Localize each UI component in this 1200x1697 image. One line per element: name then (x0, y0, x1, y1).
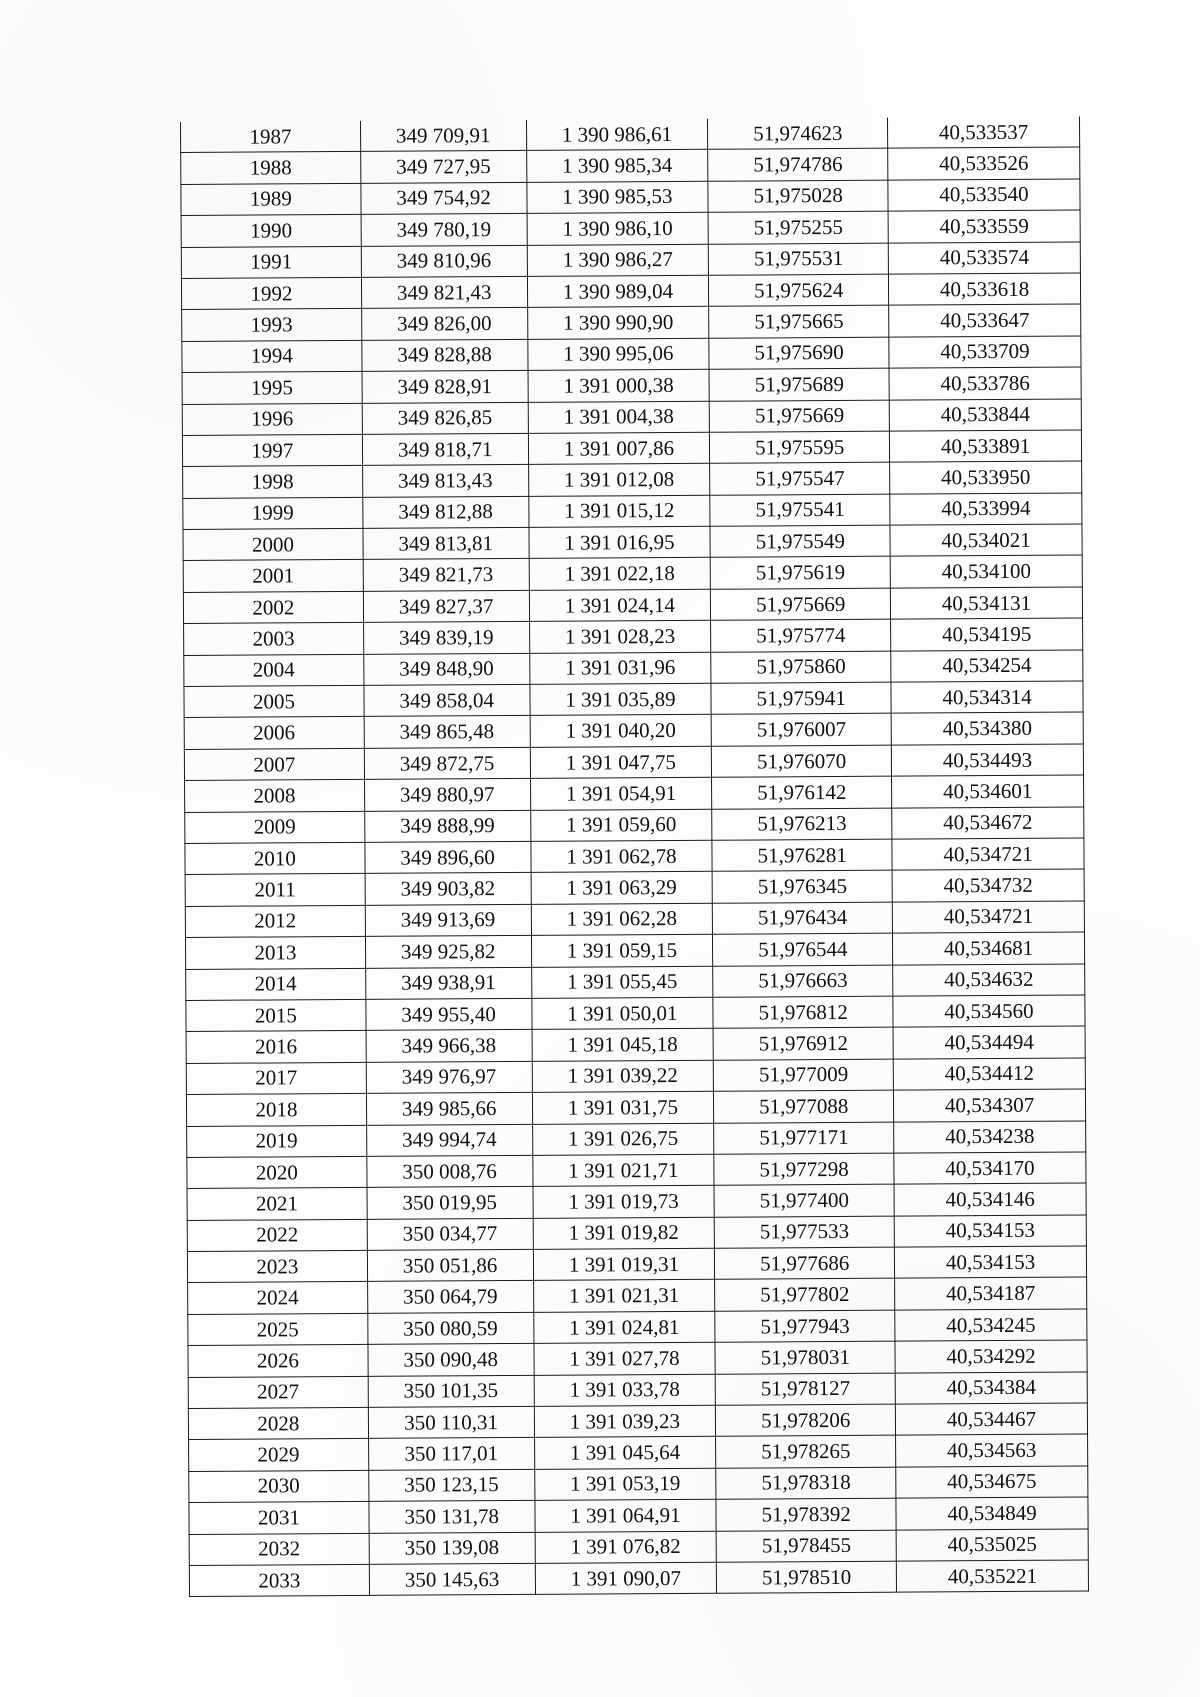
latitude-cell: 51,975619 (710, 557, 890, 589)
year-cell: 1997 (182, 434, 362, 466)
x-coordinate-cell: 349 913,69 (365, 904, 531, 936)
y-coordinate-cell: 1 391 028,23 (529, 621, 711, 654)
y-coordinate-cell: 1 391 007,86 (528, 432, 710, 465)
year-cell: 2019 (187, 1125, 367, 1157)
year-cell: 2023 (187, 1250, 367, 1282)
year-cell: 2003 (184, 623, 364, 655)
x-coordinate-cell: 349 813,43 (362, 465, 528, 497)
year-cell: 2027 (188, 1376, 368, 1408)
y-coordinate-cell: 1 391 063,29 (531, 872, 713, 905)
x-coordinate-cell: 349 727,95 (360, 151, 526, 183)
y-coordinate-cell: 1 391 055,45 (531, 966, 713, 999)
longitude-cell: 40,534563 (896, 1434, 1088, 1467)
year-cell: 2032 (189, 1533, 369, 1565)
x-coordinate-cell: 349 938,91 (365, 967, 531, 999)
longitude-cell: 40,534153 (894, 1215, 1086, 1248)
x-coordinate-cell: 350 090,48 (368, 1344, 534, 1376)
longitude-cell: 40,533618 (889, 273, 1081, 306)
y-coordinate-cell: 1 391 031,96 (529, 652, 711, 685)
y-coordinate-cell: 1 391 016,95 (529, 526, 711, 559)
x-coordinate-cell: 350 145,63 (369, 1563, 535, 1595)
y-coordinate-cell: 1 391 021,71 (532, 1154, 714, 1187)
longitude-cell: 40,534245 (895, 1309, 1087, 1342)
latitude-cell: 51,975595 (710, 431, 890, 463)
longitude-cell: 40,534131 (891, 587, 1083, 620)
year-cell: 2012 (185, 905, 365, 937)
longitude-cell: 40,535221 (896, 1560, 1088, 1593)
x-coordinate-cell: 349 780,19 (361, 214, 527, 246)
year-cell: 1995 (182, 372, 362, 404)
longitude-cell: 40,533537 (888, 117, 1080, 149)
x-coordinate-cell: 350 034,77 (367, 1218, 533, 1250)
latitude-cell: 51,978127 (715, 1373, 895, 1405)
latitude-cell: 51,977943 (715, 1310, 895, 1342)
longitude-cell: 40,534681 (893, 932, 1085, 965)
year-cell: 2005 (184, 685, 364, 717)
latitude-cell: 51,976281 (712, 839, 892, 871)
year-cell: 2033 (189, 1564, 369, 1596)
year-cell: 2014 (186, 968, 366, 1000)
x-coordinate-cell: 349 827,37 (363, 590, 529, 622)
year-cell: 1988 (181, 152, 361, 184)
x-coordinate-cell: 350 101,35 (368, 1375, 534, 1407)
year-cell: 2006 (184, 717, 364, 749)
latitude-cell: 51,975028 (708, 180, 888, 212)
year-cell: 2009 (185, 811, 365, 843)
latitude-cell: 51,977686 (715, 1247, 895, 1279)
longitude-cell: 40,534187 (895, 1277, 1087, 1310)
x-coordinate-cell: 350 117,01 (368, 1438, 534, 1470)
latitude-cell: 51,976142 (712, 776, 892, 808)
longitude-cell: 40,534412 (893, 1058, 1085, 1091)
latitude-cell: 51,975547 (710, 462, 890, 494)
y-coordinate-cell: 1 390 985,53 (526, 181, 708, 214)
x-coordinate-cell: 350 110,31 (368, 1406, 534, 1438)
longitude-cell: 40,534560 (893, 995, 1085, 1028)
latitude-cell: 51,977171 (714, 1122, 894, 1154)
latitude-cell: 51,975624 (709, 274, 889, 306)
longitude-cell: 40,533891 (890, 430, 1082, 463)
x-coordinate-cell: 349 872,75 (364, 747, 530, 779)
latitude-cell: 51,975255 (708, 211, 888, 243)
coordinates-table (180, 117, 1089, 1598)
y-coordinate-cell: 1 391 050,01 (531, 997, 713, 1030)
year-cell: 2030 (189, 1470, 369, 1502)
y-coordinate-cell: 1 391 062,78 (530, 840, 712, 873)
y-coordinate-cell: 1 390 990,90 (527, 307, 709, 340)
x-coordinate-cell: 350 131,78 (369, 1501, 535, 1533)
year-cell: 2002 (183, 591, 363, 623)
y-coordinate-cell: 1 391 012,08 (528, 464, 710, 497)
x-coordinate-cell: 349 976,97 (366, 1061, 532, 1093)
latitude-cell: 51,976544 (713, 933, 893, 965)
latitude-cell: 51,977802 (715, 1279, 895, 1311)
year-cell: 2000 (183, 528, 363, 560)
y-coordinate-cell: 1 391 004,38 (528, 401, 710, 434)
latitude-cell: 51,974786 (708, 149, 888, 181)
longitude-cell: 40,534153 (895, 1246, 1087, 1279)
year-cell: 2004 (184, 654, 364, 686)
longitude-cell: 40,534384 (895, 1372, 1087, 1405)
x-coordinate-cell: 349 812,88 (363, 496, 529, 528)
year-cell: 1996 (182, 403, 362, 435)
year-cell: 2026 (188, 1345, 368, 1377)
x-coordinate-cell: 349 880,97 (364, 779, 530, 811)
latitude-cell: 51,976663 (713, 965, 893, 997)
x-coordinate-cell: 349 813,81 (363, 527, 529, 559)
year-cell: 2021 (187, 1188, 367, 1220)
x-coordinate-cell: 350 064,79 (367, 1281, 533, 1313)
latitude-cell: 51,975549 (710, 525, 890, 557)
y-coordinate-cell: 1 390 986,27 (527, 244, 709, 277)
table-row (189, 1560, 1088, 1597)
longitude-cell: 40,534170 (894, 1152, 1086, 1185)
year-cell: 1991 (181, 246, 361, 278)
longitude-cell: 40,533559 (888, 210, 1080, 243)
longitude-cell: 40,533647 (889, 304, 1081, 337)
latitude-cell: 51,977533 (715, 1216, 895, 1248)
year-cell: 1999 (183, 497, 363, 529)
table-body (180, 117, 1088, 1597)
y-coordinate-cell: 1 391 021,31 (533, 1280, 715, 1313)
x-coordinate-cell: 349 955,40 (366, 998, 532, 1030)
year-cell: 2008 (185, 780, 365, 812)
year-cell: 1992 (181, 277, 361, 309)
x-coordinate-cell: 350 139,08 (369, 1532, 535, 1564)
latitude-cell: 51,975860 (711, 651, 891, 683)
year-cell: 2015 (186, 999, 366, 1031)
x-coordinate-cell: 349 839,19 (363, 622, 529, 654)
y-coordinate-cell: 1 391 040,20 (530, 715, 712, 748)
longitude-cell: 40,534100 (890, 555, 1082, 588)
longitude-cell: 40,534146 (894, 1183, 1086, 1216)
longitude-cell: 40,533540 (888, 179, 1080, 212)
year-cell: 2018 (186, 1093, 366, 1125)
year-cell: 1989 (181, 183, 361, 215)
longitude-cell: 40,534849 (896, 1497, 1088, 1530)
latitude-cell: 51,977009 (714, 1059, 894, 1091)
latitude-cell: 51,976912 (713, 1027, 893, 1059)
longitude-cell: 40,533574 (888, 242, 1080, 275)
latitude-cell: 51,976070 (712, 745, 892, 777)
y-coordinate-cell: 1 390 986,61 (526, 119, 708, 151)
x-coordinate-cell: 349 709,91 (360, 120, 526, 152)
longitude-cell: 40,535025 (896, 1529, 1088, 1562)
year-cell: 2020 (187, 1156, 367, 1188)
y-coordinate-cell: 1 390 985,34 (526, 150, 708, 183)
latitude-cell: 51,976434 (713, 902, 893, 934)
year-cell: 1993 (182, 309, 362, 341)
year-cell: 1987 (180, 121, 360, 153)
y-coordinate-cell: 1 391 035,89 (529, 683, 711, 716)
year-cell: 1994 (182, 340, 362, 372)
x-coordinate-cell: 349 826,85 (362, 402, 528, 434)
longitude-cell: 40,534021 (890, 524, 1082, 557)
latitude-cell: 51,978031 (715, 1341, 895, 1373)
longitude-cell: 40,534238 (894, 1120, 1086, 1153)
longitude-cell: 40,534292 (895, 1340, 1087, 1373)
latitude-cell: 51,975669 (711, 588, 891, 620)
longitude-cell: 40,533950 (890, 461, 1082, 494)
y-coordinate-cell: 1 391 019,82 (533, 1217, 715, 1250)
longitude-cell: 40,534601 (892, 775, 1084, 808)
y-coordinate-cell: 1 390 986,10 (527, 212, 709, 245)
year-cell: 2022 (187, 1219, 367, 1251)
year-cell: 1990 (181, 215, 361, 247)
x-coordinate-cell: 349 810,96 (361, 245, 527, 277)
latitude-cell: 51,976007 (711, 714, 891, 746)
year-cell: 2013 (185, 937, 365, 969)
x-coordinate-cell: 349 966,38 (366, 1030, 532, 1062)
x-coordinate-cell: 350 080,59 (368, 1312, 534, 1344)
latitude-cell: 51,978392 (716, 1498, 896, 1530)
year-cell: 2029 (189, 1439, 369, 1471)
latitude-cell: 51,977298 (714, 1153, 894, 1185)
x-coordinate-cell: 349 821,73 (363, 559, 529, 591)
latitude-cell: 51,975941 (711, 682, 891, 714)
y-coordinate-cell: 1 391 054,91 (530, 777, 712, 810)
year-cell: 2025 (188, 1313, 368, 1345)
x-coordinate-cell: 349 821,43 (361, 276, 527, 308)
longitude-cell: 40,534195 (891, 618, 1083, 651)
y-coordinate-cell: 1 391 026,75 (532, 1123, 714, 1156)
x-coordinate-cell: 350 123,15 (368, 1469, 534, 1501)
x-coordinate-cell: 349 828,88 (362, 339, 528, 371)
latitude-cell: 51,975531 (709, 243, 889, 275)
year-cell: 2001 (183, 560, 363, 592)
y-coordinate-cell: 1 391 033,78 (534, 1374, 716, 1407)
latitude-cell: 51,976213 (712, 808, 892, 840)
longitude-cell: 40,534675 (896, 1466, 1088, 1499)
y-coordinate-cell: 1 391 045,18 (532, 1029, 714, 1062)
longitude-cell: 40,534494 (893, 1026, 1085, 1059)
x-coordinate-cell: 349 858,04 (364, 684, 530, 716)
y-coordinate-cell: 1 391 019,31 (533, 1248, 715, 1281)
y-coordinate-cell: 1 390 995,06 (527, 338, 709, 371)
latitude-cell: 51,974623 (708, 118, 888, 150)
latitude-cell: 51,978455 (716, 1530, 896, 1562)
latitude-cell: 51,978206 (716, 1404, 896, 1436)
x-coordinate-cell: 349 865,48 (364, 716, 530, 748)
longitude-cell: 40,534732 (892, 869, 1084, 902)
x-coordinate-cell: 350 019,95 (367, 1187, 533, 1219)
x-coordinate-cell: 349 848,90 (364, 653, 530, 685)
latitude-cell: 51,976812 (713, 996, 893, 1028)
y-coordinate-cell: 1 391 059,60 (530, 809, 712, 842)
longitude-cell: 40,533526 (888, 147, 1080, 180)
x-coordinate-cell: 350 051,86 (367, 1249, 533, 1281)
x-coordinate-cell: 349 925,82 (365, 936, 531, 968)
y-coordinate-cell: 1 391 047,75 (530, 746, 712, 779)
y-coordinate-cell: 1 391 053,19 (534, 1468, 716, 1501)
y-coordinate-cell: 1 391 062,28 (531, 903, 713, 936)
y-coordinate-cell: 1 391 039,23 (534, 1405, 716, 1438)
longitude-cell: 40,534632 (893, 964, 1085, 997)
longitude-cell: 40,533994 (890, 493, 1082, 526)
longitude-cell: 40,534721 (892, 901, 1084, 934)
year-cell: 2010 (185, 842, 365, 874)
latitude-cell: 51,975689 (709, 368, 889, 400)
x-coordinate-cell: 349 828,91 (362, 371, 528, 403)
y-coordinate-cell: 1 391 000,38 (528, 369, 710, 402)
year-cell: 2028 (188, 1407, 368, 1439)
y-coordinate-cell: 1 391 090,07 (535, 1562, 717, 1595)
x-coordinate-cell: 350 008,76 (367, 1155, 533, 1187)
x-coordinate-cell: 349 826,00 (361, 308, 527, 340)
longitude-cell: 40,534467 (895, 1403, 1087, 1436)
y-coordinate-cell: 1 391 024,81 (533, 1311, 715, 1344)
year-cell: 1998 (183, 466, 363, 498)
x-coordinate-cell: 349 818,71 (362, 433, 528, 465)
latitude-cell: 51,975669 (710, 400, 890, 432)
year-cell: 2011 (185, 874, 365, 906)
longitude-cell: 40,534380 (891, 712, 1083, 745)
year-cell: 2031 (189, 1502, 369, 1534)
latitude-cell: 51,975541 (710, 494, 890, 526)
longitude-cell: 40,533844 (889, 399, 1081, 432)
latitude-cell: 51,977088 (714, 1090, 894, 1122)
y-coordinate-cell: 1 391 022,18 (529, 558, 711, 591)
longitude-cell: 40,533786 (889, 367, 1081, 400)
y-coordinate-cell: 1 391 027,78 (534, 1342, 716, 1375)
latitude-cell: 51,976345 (712, 871, 892, 903)
year-cell: 2016 (186, 1031, 366, 1063)
longitude-cell: 40,534672 (892, 807, 1084, 840)
latitude-cell: 51,975665 (709, 306, 889, 338)
y-coordinate-cell: 1 391 064,91 (534, 1499, 716, 1532)
y-coordinate-cell: 1 391 024,14 (529, 589, 711, 622)
year-cell: 2024 (188, 1282, 368, 1314)
longitude-cell: 40,533709 (889, 336, 1081, 369)
x-coordinate-cell: 349 903,82 (365, 873, 531, 905)
x-coordinate-cell: 349 985,66 (366, 1092, 532, 1124)
longitude-cell: 40,534254 (891, 650, 1083, 683)
year-cell: 2007 (184, 748, 364, 780)
y-coordinate-cell: 1 391 015,12 (528, 495, 710, 528)
x-coordinate-cell: 349 994,74 (366, 1124, 532, 1156)
y-coordinate-cell: 1 391 039,22 (532, 1060, 714, 1093)
latitude-cell: 51,978318 (716, 1467, 896, 1499)
y-coordinate-cell: 1 391 045,64 (534, 1437, 716, 1470)
x-coordinate-cell: 349 754,92 (361, 182, 527, 214)
latitude-cell: 51,977400 (714, 1184, 894, 1216)
y-coordinate-cell: 1 390 989,04 (527, 275, 709, 308)
latitude-cell: 51,975690 (709, 337, 889, 369)
year-cell: 2017 (186, 1062, 366, 1094)
longitude-cell: 40,534493 (891, 744, 1083, 777)
latitude-cell: 51,978265 (716, 1436, 896, 1468)
x-coordinate-cell: 349 896,60 (365, 841, 531, 873)
x-coordinate-cell: 349 888,99 (364, 810, 530, 842)
longitude-cell: 40,534314 (891, 681, 1083, 714)
longitude-cell: 40,534721 (892, 838, 1084, 871)
y-coordinate-cell: 1 391 076,82 (535, 1531, 717, 1564)
y-coordinate-cell: 1 391 019,73 (533, 1186, 715, 1219)
latitude-cell: 51,975774 (711, 619, 891, 651)
latitude-cell: 51,978510 (717, 1561, 897, 1593)
longitude-cell: 40,534307 (894, 1089, 1086, 1122)
y-coordinate-cell: 1 391 031,75 (532, 1091, 714, 1124)
y-coordinate-cell: 1 391 059,15 (531, 934, 713, 967)
